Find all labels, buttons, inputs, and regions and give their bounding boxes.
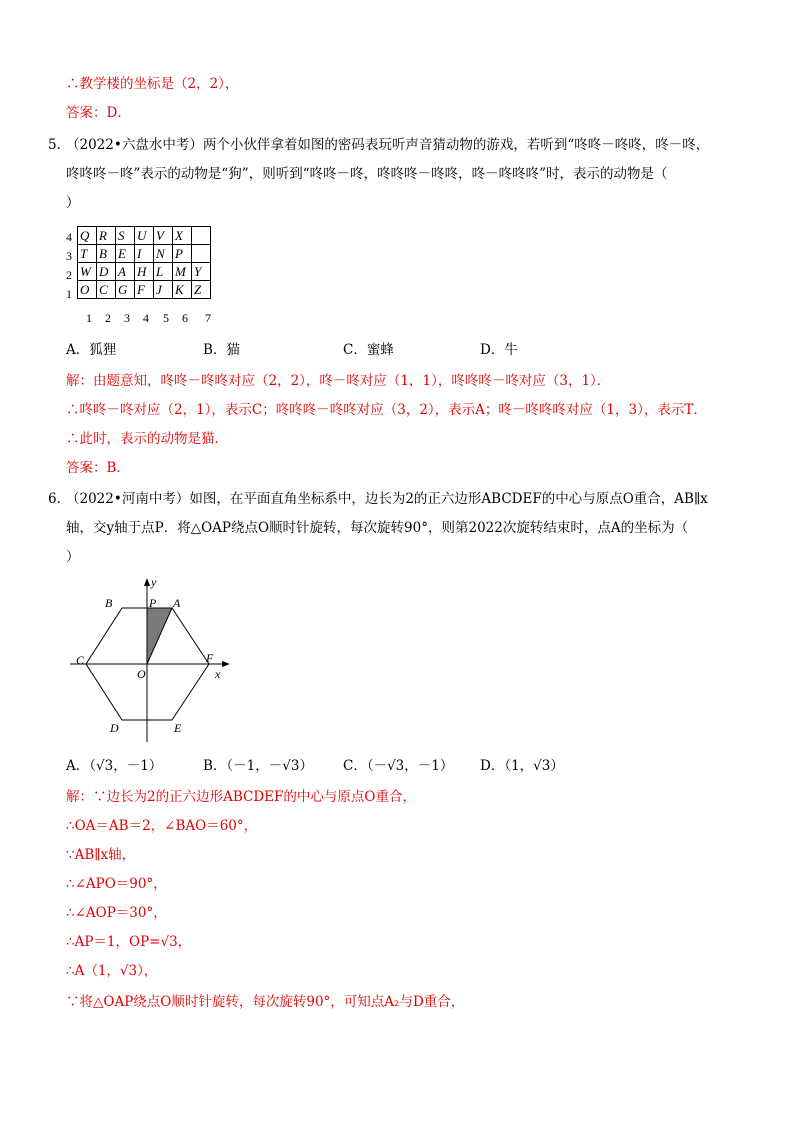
grid-cell: F bbox=[135, 281, 154, 299]
label-b: B bbox=[105, 596, 113, 610]
q5-text-line3: ） bbox=[66, 195, 80, 211]
q5-option-d: D．牛 bbox=[480, 342, 518, 358]
q5-option-b: B．猫 bbox=[203, 342, 240, 358]
grid-row-label: 1 bbox=[66, 287, 72, 301]
q5-solution-line3: ∴此时，表示的动物是猫． bbox=[66, 431, 228, 447]
grid-cell: B bbox=[97, 245, 116, 263]
q6-solution-line: ∴∠APO＝90°， bbox=[66, 876, 167, 892]
x-axis-arrow bbox=[222, 661, 230, 667]
q5-text-line2: 咚咚咚－咚”表示的动物是“狗”，则听到“咚咚－咚，咚咚咚－咚咚，咚－咚咚咚”时，表示的动物是（ bbox=[66, 166, 668, 182]
q6-option-b: B．（－1，－√3） bbox=[203, 758, 313, 774]
grid-col-label: 3 bbox=[124, 311, 130, 325]
q5-answer: 答案：B． bbox=[66, 460, 130, 476]
q6-solution-line: ∴AP＝1，OP=√3， bbox=[66, 934, 192, 950]
grid-cell: A bbox=[116, 263, 135, 281]
grid-cell: W bbox=[78, 263, 97, 281]
label-a: A bbox=[173, 596, 181, 610]
q5-solution-line1: 解：由题意知，咚咚－咚咚对应（2，2），咚－咚对应（1，1），咚咚咚－咚对应（3，1）． bbox=[66, 373, 611, 389]
grid-cell: U bbox=[135, 227, 154, 245]
grid-cell: X bbox=[173, 227, 192, 245]
grid-cell: H bbox=[135, 263, 154, 281]
q5-option-c: C．蜜蜂 bbox=[343, 342, 394, 358]
grid-cell: N bbox=[154, 245, 173, 263]
q6-solution-line: 解：∵边长为2的正六边形ABCDEF的中心与原点O重合， bbox=[66, 789, 416, 805]
q6-solution-line: ∵AB∥x轴， bbox=[66, 847, 136, 863]
grid-cell: E bbox=[116, 245, 135, 263]
grid-col-label: 1 bbox=[86, 311, 92, 325]
label-p: P bbox=[149, 596, 157, 610]
q6-text-line3: ） bbox=[66, 549, 80, 565]
q6-solution-line: ∴A（1，√3）， bbox=[66, 963, 158, 979]
q6-number: 6． bbox=[48, 491, 71, 507]
grid-cell: I bbox=[135, 245, 154, 263]
grid-cell: O bbox=[78, 281, 97, 299]
q6-solution-line: ∵将△OAP绕点O顺时针旋转，每次旋转90°，可知点A₂与D重合， bbox=[66, 994, 465, 1010]
grid-col-label: 2 bbox=[105, 311, 111, 325]
label-c: C bbox=[76, 653, 85, 667]
grid-cell: T bbox=[78, 245, 97, 263]
grid-col-label: 5 bbox=[163, 311, 169, 325]
prev-answer: 答案：D． bbox=[66, 105, 131, 121]
grid-cell: P bbox=[173, 245, 192, 263]
q6-text-line2: 轴，交y轴于点P．将△OAP绕点O顺时针旋转，每次旋转90°，则第2022次旋转结束时，点A的坐标为（ bbox=[66, 520, 689, 536]
grid-cell: L bbox=[154, 263, 173, 281]
q6-option-a: A．（√3，－1） bbox=[66, 758, 163, 774]
grid-cell: C bbox=[97, 281, 116, 299]
q6-text-line1: （2022•河南中考）如图，在平面直角坐标系中，边长为2的正六边形ABCDEF的中心与原点O重合，AB∥x bbox=[66, 491, 708, 507]
label-o: O bbox=[137, 667, 146, 681]
grid-cell: Y bbox=[192, 263, 211, 281]
grid-cell: S bbox=[116, 227, 135, 245]
label-d: D bbox=[110, 721, 119, 735]
q6-option-d: D．（1，√3） bbox=[480, 758, 564, 774]
grid-row-label: 2 bbox=[66, 268, 72, 282]
q6-solution-line: ∴OA＝AB＝2，∠BAO＝60°， bbox=[66, 818, 258, 834]
grid-row-label: 4 bbox=[66, 230, 72, 244]
y-axis-arrow bbox=[144, 578, 150, 586]
q5-text-line1: （2022•六盘水中考）两个小伙伴拿着如图的密码表玩听声音猜动物的游戏，若听到“咚咚－咚咚，咚－咚， bbox=[66, 137, 710, 153]
grid-col-label: 7 bbox=[205, 311, 211, 325]
grid-col-label: 6 bbox=[182, 311, 188, 325]
grid-cell: M bbox=[173, 263, 192, 281]
label-e: E bbox=[174, 721, 182, 735]
grid-cell: Z bbox=[192, 281, 211, 299]
grid-cell: K bbox=[173, 281, 192, 299]
q6-option-c: C．（－√3，－1） bbox=[343, 758, 454, 774]
grid-cell: G bbox=[116, 281, 135, 299]
q5-solution-line2: ∴咚咚－咚对应（2，1），表示C；咚咚咚－咚咚对应（3，2），表示A；咚－咚咚咚对应（1，3），表示T． bbox=[66, 402, 707, 418]
label-y: y bbox=[151, 575, 157, 589]
q5-number: 5． bbox=[48, 137, 71, 153]
q5-option-a: A．狐狸 bbox=[66, 342, 117, 358]
triangle-oap bbox=[147, 608, 172, 664]
label-f: F bbox=[206, 651, 214, 665]
grid-cell: J bbox=[154, 281, 173, 299]
grid-cell: R bbox=[97, 227, 116, 245]
grid-cell: V bbox=[154, 227, 173, 245]
grid-cell: D bbox=[97, 263, 116, 281]
label-x: x bbox=[215, 667, 221, 681]
grid-cell: Q bbox=[78, 227, 97, 245]
prev-answer-line: ∴教学楼的坐标是（2，2）， bbox=[66, 76, 239, 92]
q6-solution-line: ∴∠AOP＝30°， bbox=[66, 905, 167, 921]
grid-row-label: 3 bbox=[66, 249, 72, 263]
grid-col-label: 4 bbox=[143, 311, 149, 325]
